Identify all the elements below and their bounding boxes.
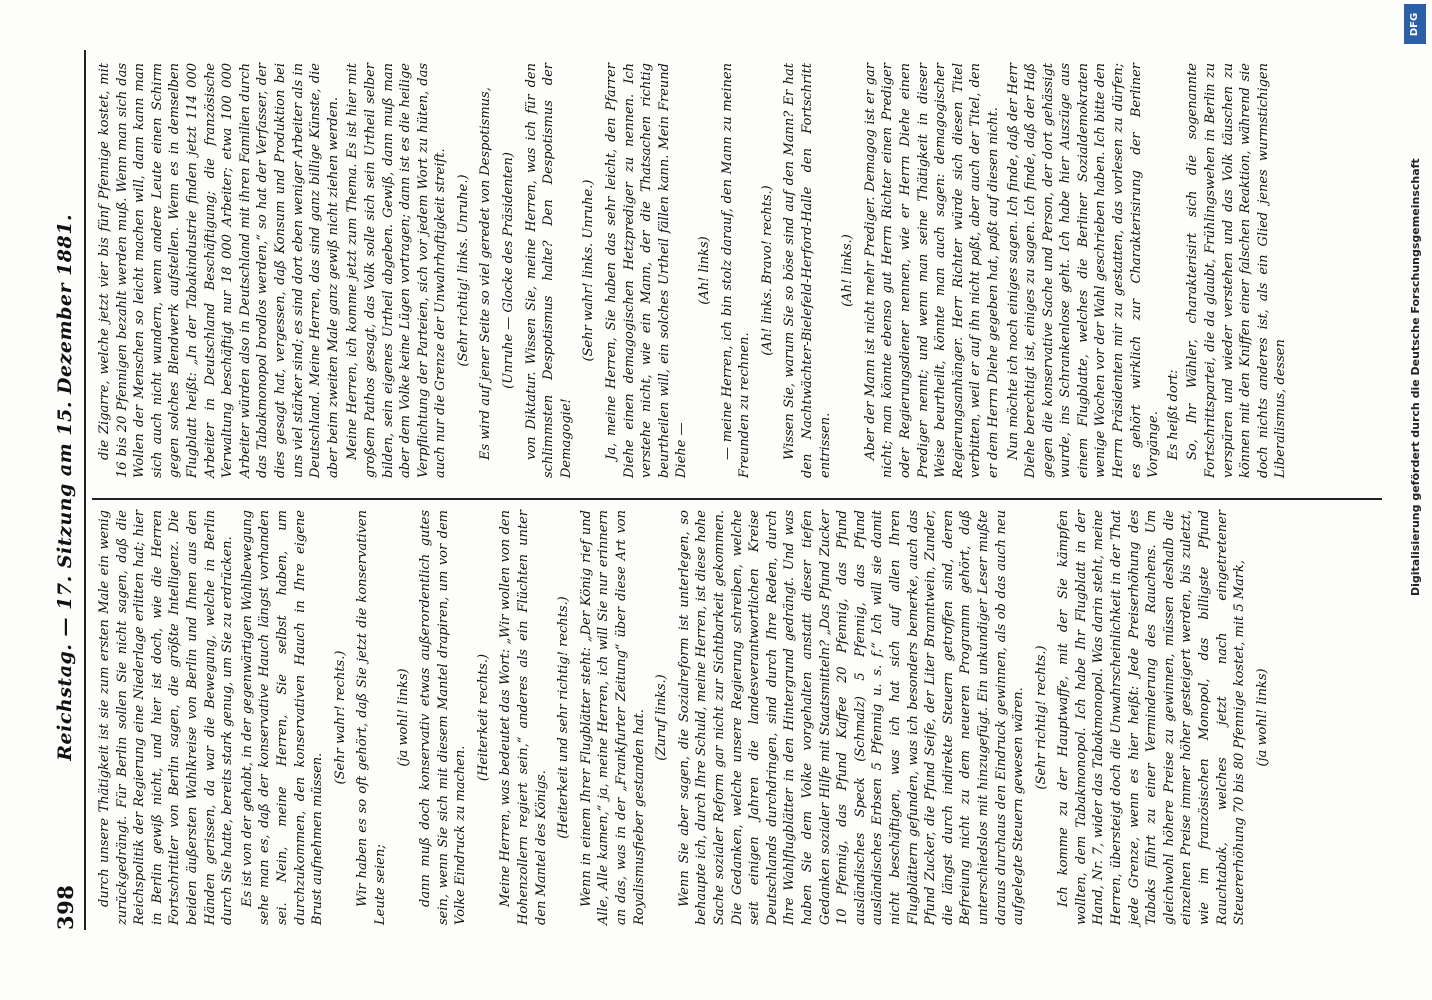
right-column: [96, 63, 1292, 478]
paragraph: durch unsere Thätigkeit ist sie zum ersten Male ein wenig zurückgedrängt. Für Berlin sollen Sie nicht sagen, daß die Reichspolitik der Regierung eine Niederlage erlitten hat; hier in Berlin gewiß nicht, und hier ist doch, wie die Herren Fortschrittler von Berlin sagen, die größte Intelligenz. Die beiden äußersten Wahlkreise von Berlin und Ihnen aus den Händen gerissen, da war die Bewegung, welche in Berlin durch Sie hatte, bereits stark genug, um Sie zu erdrücken.: [97, 510, 236, 925]
interjection: (Ah! links): [697, 236, 712, 305]
paragraph: Wenn Sie aber sagen, die Sozialreform ist unterlegen, so behaupte ich, durch Ihre Schuld, meine Herren, ist diese hohe Sache sozialer Reform gar nicht zur Sichtbarkeit gekommen. Die Gedanken, welche unsere Regierung schreiben, welche seit einigen Jahren die landesverantwortlichen Kreise Deutschlands durchdringen, sind durch Ihre Reden, durch Ihre Wahlflugblätter in den Hintergrund gedrängt. Und was haben Sie dem Volke vorgehalten anstatt dieser tiefen Gedanken sozialer Hilfe mit Staatsmitteln? „Das Pfund Zucker 10 Pfennig, das Pfund Kaffee 20 Pfennig, das Pfund ausländisches Speck (Schmalz) 5 Pfennig, das Pfund ausländisches Erbsen 5 Pfennig u. s. f.“ Ich will sie damit nicht beschäftigen, was ich hat sich auf allen Ihren Flugblättern gefunden, was ich besonders bemerke, auch das Pfund Zucker, die Pfund Seife, der Liter Branntwein, Zunder, die längst durch indirekte Steuern getroffen sind, deren Befreiung nicht zu dem neueren Programm gehört, daß unterschiedslos mit hinzugefügt. Ein unkundiger Leser mußte daraus durchaus den Eindruck gewinnen, als ob das auch neu aufgelegte Steuern gewesen wären.: [676, 510, 1027, 925]
page-number: 398: [52, 884, 78, 930]
paragraph: So, Ihr Wähler, charakterisirt sich die sogenannte Fortschrittspartei, die da glaubt, Frühlingswehen in Berlin zu verspüren und wieder verstehen und das Volk täuschen zu können mit den Kniffen einer falschen Reaktion, während sie doch nichts anderes ist, als ein Glied jenes wurmstichigen Liberalismus, dessen: [1185, 63, 1289, 478]
page-title: Reichstag. — 17. Sitzung am 15. Dezember 1881.: [54, 213, 76, 761]
interjection: (Sehr richtig! links. Unruhe.): [455, 174, 471, 367]
interjection: (Heiterkeit und sehr richtig! rechts.): [556, 596, 572, 839]
paragraph: Ich komme zu der Hauptwaffe, mit der Sie kämpfen wollten, dem Tabakmonopol. Ich habe Ihr Flugblatt in der Hand, Nr. 7, wider das Tabakmonopol. Was darin steht, meine Herren, übersteigt doch die Unwahrscheinlichkeit in der That jede Grenze, wenn es hier heißt: Jede Preiserhöhung des Tabaks führt zu einer Verminderung des Rauchens. Um gleichwohl höhere Preise zu gewinnen, müssen deshalb die einzelnen Preise immer höher gesteigert werden, bis zuletzt, wie im französischen Monopol, das billigste Pfund Rauchtabak, welches jetzt nach eingetretener Steuererhöhung 70 bis 80 Pfennige kostet, mit 5 Mark,: [1056, 510, 1248, 925]
paragraph: Es heißt dort:: [1165, 369, 1181, 460]
paragraph: Wissen Sie, warum Sie so böse sind auf den Mann? Er hat den Nachtwächter-Bielefeld-Herford-Halle den Fortschritt entrissen.: [782, 63, 833, 478]
dfg-logo-text: DFG: [1409, 12, 1421, 36]
paragraph: Ja, meine Herren, Sie haben das sehr leicht, den Pfarrer Diehe einen demagogischen Hetzprediger zu nennen. Ich verstehe nicht, wie ein Mann, der die Thatsachen richtig beurtheilen will, ein solches Urtheil fällen kann. Mein Freund Diehe —: [604, 63, 690, 478]
interjection: (Sehr wahr! rechts.): [332, 650, 348, 785]
dfg-logo: [1404, 4, 1426, 44]
interjection: (Sehr richtig! rechts.): [1033, 645, 1049, 790]
paragraph: Es ist von der gehabt, in der gegenwärtigen Wahlbewegung sehe man es, daß der konservative Hauch längst vorhanden sei. Nein, meine Herren, Sie selbst haben, um durchzukommen, den konservativen Hauch in Ihre eigene Brust aufnehmen müssen.: [239, 510, 326, 925]
column-divider: [92, 499, 1382, 501]
interjection: (Sehr wahr! links. Unruhe.): [581, 179, 597, 362]
paragraph: von Diktatur. Wissen Sie, meine Herren, was ich für den schlimmsten Despotismus halte? Den Despotismus der Demagogie!: [523, 63, 574, 478]
paragraph: dann muß doch konservativ etwas außerordentlich gutes sein, wenn Sie sich mit diesem Mantel drapiren, um vor dem Volke Eindruck zu machen.: [418, 510, 469, 925]
interjection: (Heiterkeit rechts.): [475, 653, 491, 782]
dfg-side-notice: [1404, 4, 1426, 996]
paragraph: Es wird auf jener Seite so viel geredet von Despotismus,: [478, 87, 494, 460]
paragraph: Wir haben es so oft gehört, daß Sie jetzt die konservativen Leute seien;: [355, 510, 388, 925]
header-rule: [84, 50, 86, 930]
running-header: [50, 50, 80, 930]
paragraph: Wenn in einem Ihrer Flugblätter steht: „Der König rief und Alle, Alle kamen,“ ja, meine Herren, ich will Sie nur erinnern an das, was in der „Frankfurter Zeitung“ über diese Art von Royalismusfieber gestanden hat.: [578, 510, 647, 925]
paragraph: die Zigarre, welche jetzt vier bis fünf Pfennige kostet, mit 16 bis 20 Pfennigen bezahlt werden muß. Wenn man sich das Wollen der Menschen so leicht machen will, dann kann man sich auch nicht wundern, wenn andere Leute einen Schirm gegen solches Blendwerk aufstellen. Wenn es in demselben Flugblatt heißt: „In der Tabakindustrie finden jetzt 114 000 Arbeiter in Deutschland Beschäftigung; die französische Verwaltung beschäftigt nur 18 000 Arbeiter; etwa 100 000 Arbeiter würden also in Deutschland mit ihren Familien durch das Tabakmonopol brodlos werden,“ so hat der Verfasser, der dies gesagt hat, vergessen, daß Konsum und Produktion bei uns viel stärker sind; es sind dort eben weniger Arbeiter als in Deutschland. Meine Herren, das sind ganz billige Künste, die aber beim zweiten Male ganz gewiß nicht ziehen werden.: [97, 63, 341, 478]
interjection: (Unruhe — Glocke des Präsidenten): [501, 152, 517, 389]
left-column: [96, 510, 1276, 925]
dfg-notice-text: Digitalisierung gefördert durch die Deutsche Forschungsgemeinschaft: [1408, 158, 1422, 596]
paragraph: Meine Herren, was bedeutet das Wort: „Wir wollen von den Hohenzollern regiert sein,“ anderes als ein Flüchten unter den Mantel des Königs.: [498, 510, 549, 925]
interjection: (ja wohl! links): [395, 668, 411, 767]
paragraph: Aber der Mann ist nicht mehr Prediger. Demagog ist er gar nicht; man könnte ebenso gut Herrn Richter einen Prediger oder Regierungsdiener nennen, wie er Herrn Diehe einen Prediger nennt; und wenn man seine Thätigkeit in dieser Weise beurtheilt, könnte man auch sagen: demagogischer Regierungsanhänger. Herr Richter würde sich diesen Titel verbitten, weil er auf ihn nicht paßt, aber auch der Titel, den er dem Herrn Diehe gegeben hat, paßt auf diesen nicht.: [862, 63, 1001, 478]
interjection: (ja wohl! links): [1254, 668, 1270, 767]
interjection: (Zuruf links.): [654, 674, 670, 761]
paragraph: Nun möchte ich noch einiges sagen. Ich finde, daß der Herr Diehe berechtigt ist, einiges zu sagen. Ich finde, daß der Haß gegen die konservative Sache und Person, der dort gehässigt wurde, ins Schrankenlose geht. Ich habe hier Auszüge aus einem Flugblatte, welches die Berliner Sozialdemokraten wenige Wochen vor der Wahl geschrieben haben. Ich bitte den Herrn Präsidenten mir zu gestatten, das vorlesen zu dürfen; es gehört wirklich zur Charakterisirung der Berliner Vorgänge.: [1005, 63, 1162, 478]
interjection: (Ah! links.): [840, 234, 856, 307]
interjection: (Ah! links. Bravo! rechts.): [759, 185, 775, 356]
paragraph: — meine Herren, ich bin stolz darauf, den Mann zu meinen Freunden zu rechnen.: [719, 63, 753, 478]
paragraph: Meine Herren, ich komme jetzt zum Thema. Es ist hier mit großem Pathos gesagt, das Volk solle sich sein Urtheil selber bilden, sein eigenes Urtheil abgeben. Gewiß, dann muß man aber dem Volke keine Lügen vortragen; dann ist es die heilige Verpflichtung der Parteien, sich vor jedem Wort zu hüten, das auch nur die Grenze der Unwahrhaftigkeit streift.: [345, 63, 449, 478]
